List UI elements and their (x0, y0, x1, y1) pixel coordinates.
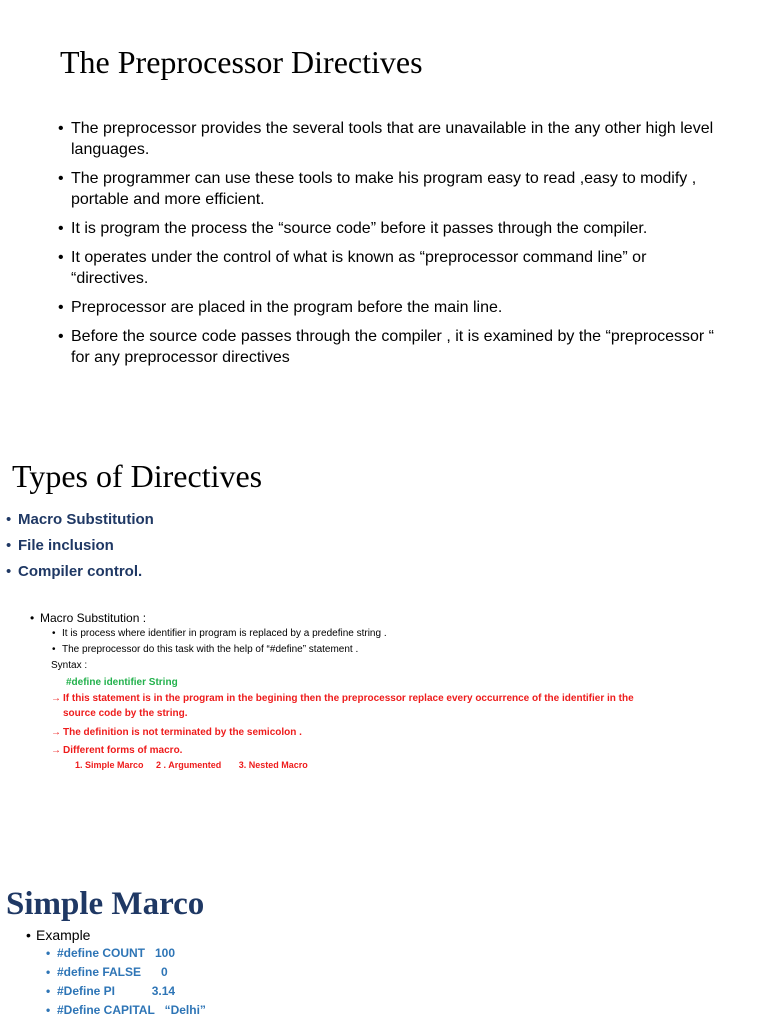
code-example-line: • #define FALSE 0 (46, 963, 206, 982)
section-heading-simple-marco: Simple Marco (6, 886, 205, 922)
bullet-item: • It is program the process the “source code” before it passes through the compiler. (58, 218, 718, 239)
bullet-item: • The preprocessor provides the several tools that are unavailable in the any other high level languages. (58, 118, 718, 160)
bullet-item: • It operates under the control of what is known as “preprocessor command line” or “directives. (58, 247, 718, 289)
note-text: Different forms of macro. (63, 745, 183, 756)
example-block (26, 926, 206, 1020)
code-example-line: • #Define CAPITAL “Delhi” (46, 1001, 206, 1020)
directive-type-item: • Compiler control. (6, 562, 154, 582)
arrow-icon: → (51, 745, 61, 756)
bullet-item: • Before the source code passes through the compiler , it is examined by the “preprocessor “ for any preprocessor directives (58, 326, 718, 368)
example-label: • Example (26, 926, 206, 944)
syntax-label: Syntax : (51, 660, 88, 671)
note-text: If this statement is in the program in the begining then the preprocessor replace every occurrence of the identifier in the source code by the string. (63, 693, 634, 719)
preprocessor-bullet-list (58, 118, 718, 376)
macro-forms-list: 1. Simple Marco 2 . Argumented 3. Nested Macro (75, 760, 308, 770)
note-text: The definition is not terminated by the semicolon . (63, 727, 302, 738)
bullet-item: • Preprocessor are placed in the program before the main line. (58, 297, 718, 318)
define-syntax-line: #define identifier String (66, 677, 178, 688)
note-item (51, 691, 650, 721)
note-item (51, 743, 650, 758)
note-item (51, 725, 650, 740)
macro-substitution-heading: • Macro Substitution : (30, 610, 650, 626)
directive-type-item: • Macro Substitution (6, 510, 154, 530)
directive-types-list (6, 510, 154, 588)
bullet-item: • The programmer can use these tools to make his program easy to read ,easy to modify , portable and more efficient. (58, 168, 718, 210)
arrow-icon: → (51, 693, 61, 704)
arrow-icon: → (51, 727, 61, 738)
directive-type-item: • File inclusion (6, 536, 154, 556)
code-example-line: • #Define PI 3.14 (46, 982, 206, 1001)
sub-bullet-item: • The preprocessor do this task with the help of “#define” statement . (52, 642, 650, 658)
macro-substitution-block (30, 610, 650, 770)
section-heading-types: Types of Directives (12, 458, 263, 494)
code-example-line: • #define COUNT 100 (46, 944, 206, 963)
page-title: The Preprocessor Directives (60, 44, 423, 80)
sub-bullet-item: • It is process where identifier in program is replaced by a predefine string . (52, 626, 650, 642)
